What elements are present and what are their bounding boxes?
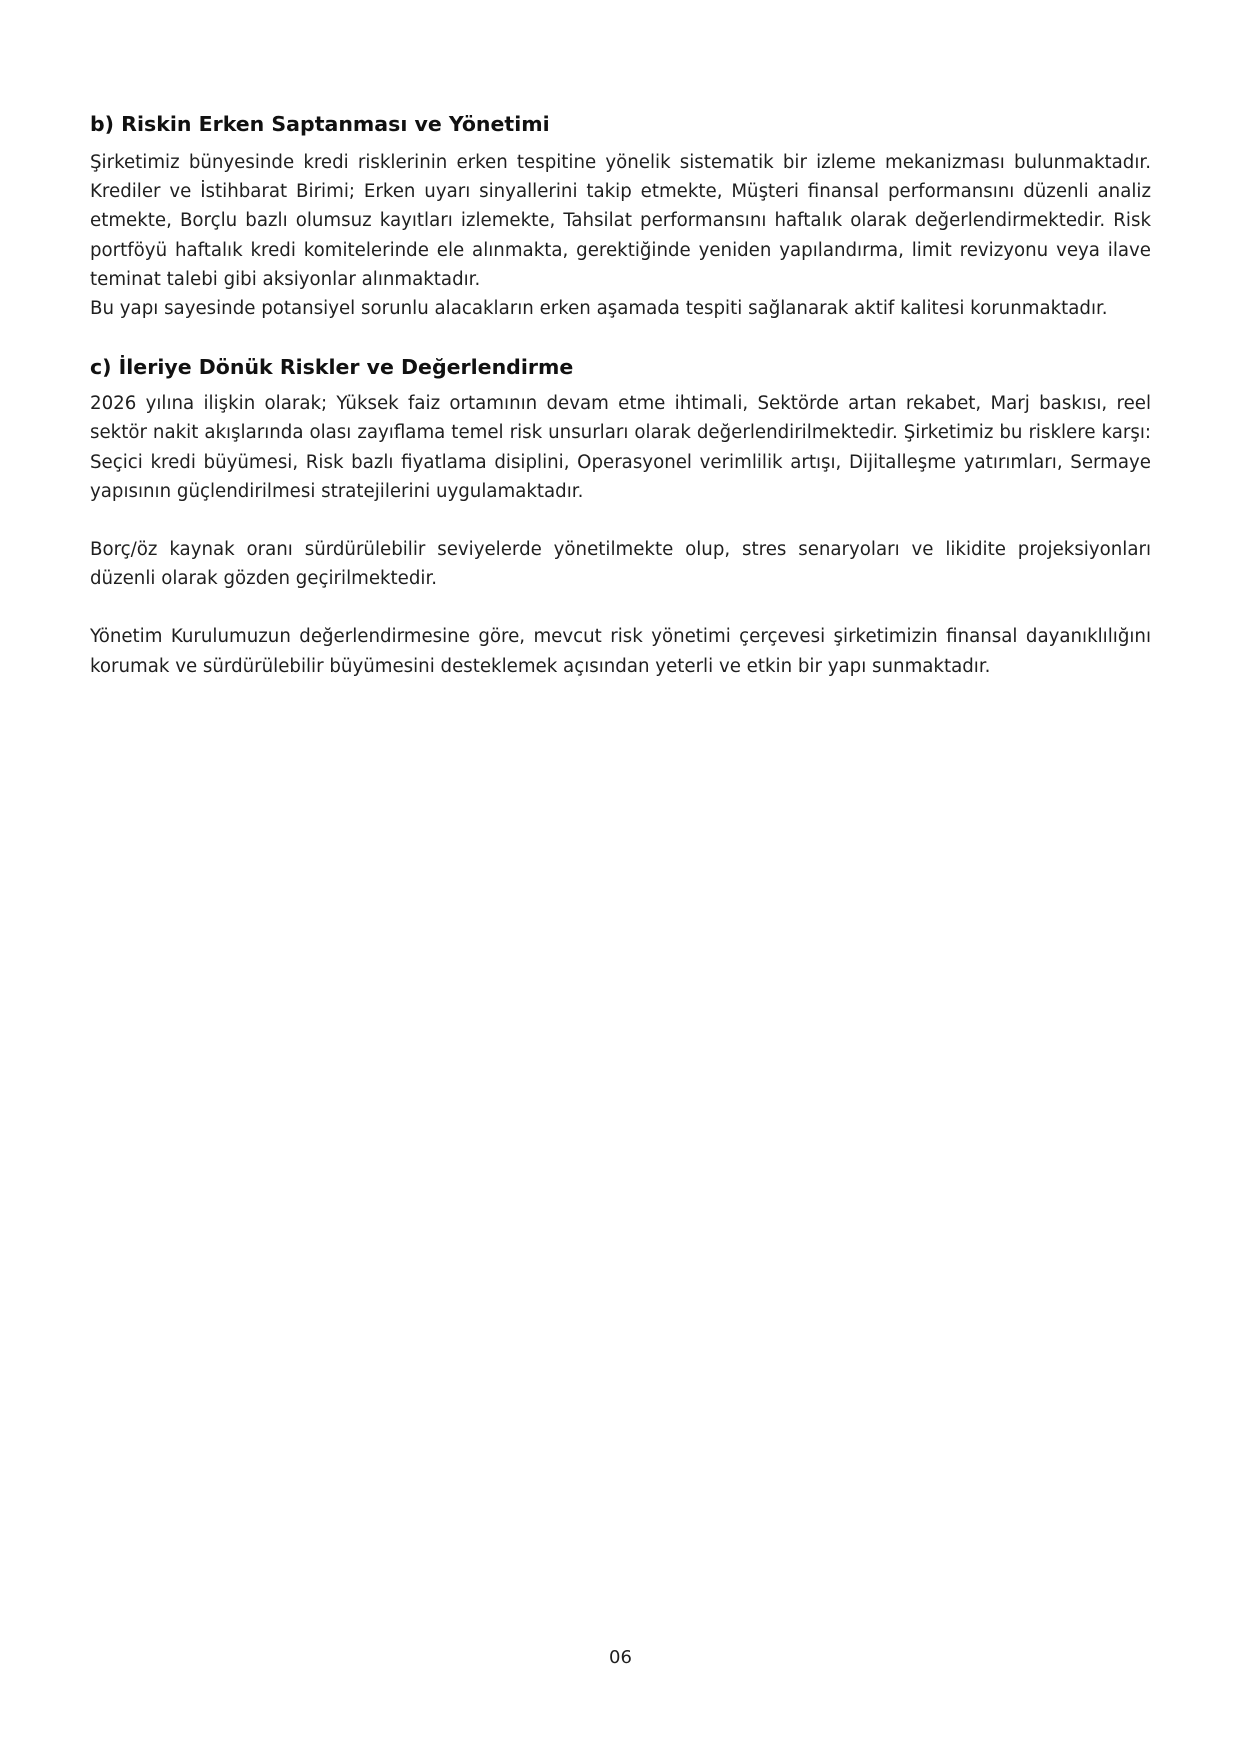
section-early-detection bbox=[90, 108, 1151, 323]
paragraph: Bu yapı sayesinde potansiyel sorunlu alacakların erken aşamada tespiti sağlanarak aktif kalitesi korunmaktadır. bbox=[90, 298, 1108, 320]
page-number: 06 bbox=[609, 1647, 632, 1668]
document-body bbox=[90, 108, 1151, 681]
section-forward-risks bbox=[90, 351, 1151, 681]
paragraph-spacer bbox=[90, 593, 1151, 622]
paragraph: Yönetim Kurulumuzun değerlendirmesine göre, mevcut risk yönetimi çerçevesi şirketimizin finansal dayanıklılığını korumak ve sürdürülebilir büyümesini desteklemek açısından yeterli ve etkin bir yapı sunmaktadır. bbox=[90, 626, 1151, 677]
paragraph: 2026 yılına ilişkin olarak; Yüksek faiz ortamının devam etme ihtimali, Sektörde artan rekabet, Marj baskısı, reel sektör nakit akışlarında olası zayıflama temel risk unsurları olarak değerlendirilmektedir. Şirketimiz bu risklere karşı: Seçici kredi büyümesi, Risk bazlı fiyatlama disiplini, Operasyonel verimlilik artışı, Dijitalleşme yatırımları, Sermaye yapısının güçlendirilmesi stratejilerini uygulamaktadır. bbox=[90, 393, 1151, 502]
paragraph-spacer bbox=[90, 506, 1151, 535]
section-heading: c) İleriye Dönük Riskler ve Değerlendirme bbox=[90, 355, 574, 380]
paragraph: Borç/öz kaynak oranı sürdürülebilir seviyelerde yönetilmekte olup, stres senaryoları ve likidite projeksiyonları düzenli olarak gözden geçirilmektedir. bbox=[90, 539, 1151, 590]
section-heading: b) Riskin Erken Saptanması ve Yönetimi bbox=[90, 112, 550, 136]
paragraph: Şirketimiz bünyesinde kredi risklerinin erken tespitine yönelik sistematik bir izleme mekanizması bulunmaktadır. Krediler ve İstihbarat Birimi; Erken uyarı sinyallerini takip etmekte, Müşteri finansal performansını düzenli analiz etmekte, Borçlu bazlı olumsuz kayıtları izlemekte, Tahsilat performansını haftalık olarak değerlendirmektedir. Risk portföyü haftalık kredi komitelerinde ele alınmakta, gerektiğinde yeniden yapılandırma, limit revizyonu veya ilave teminat talebi gibi aksiyonlar alınmaktadır. bbox=[90, 152, 1151, 290]
